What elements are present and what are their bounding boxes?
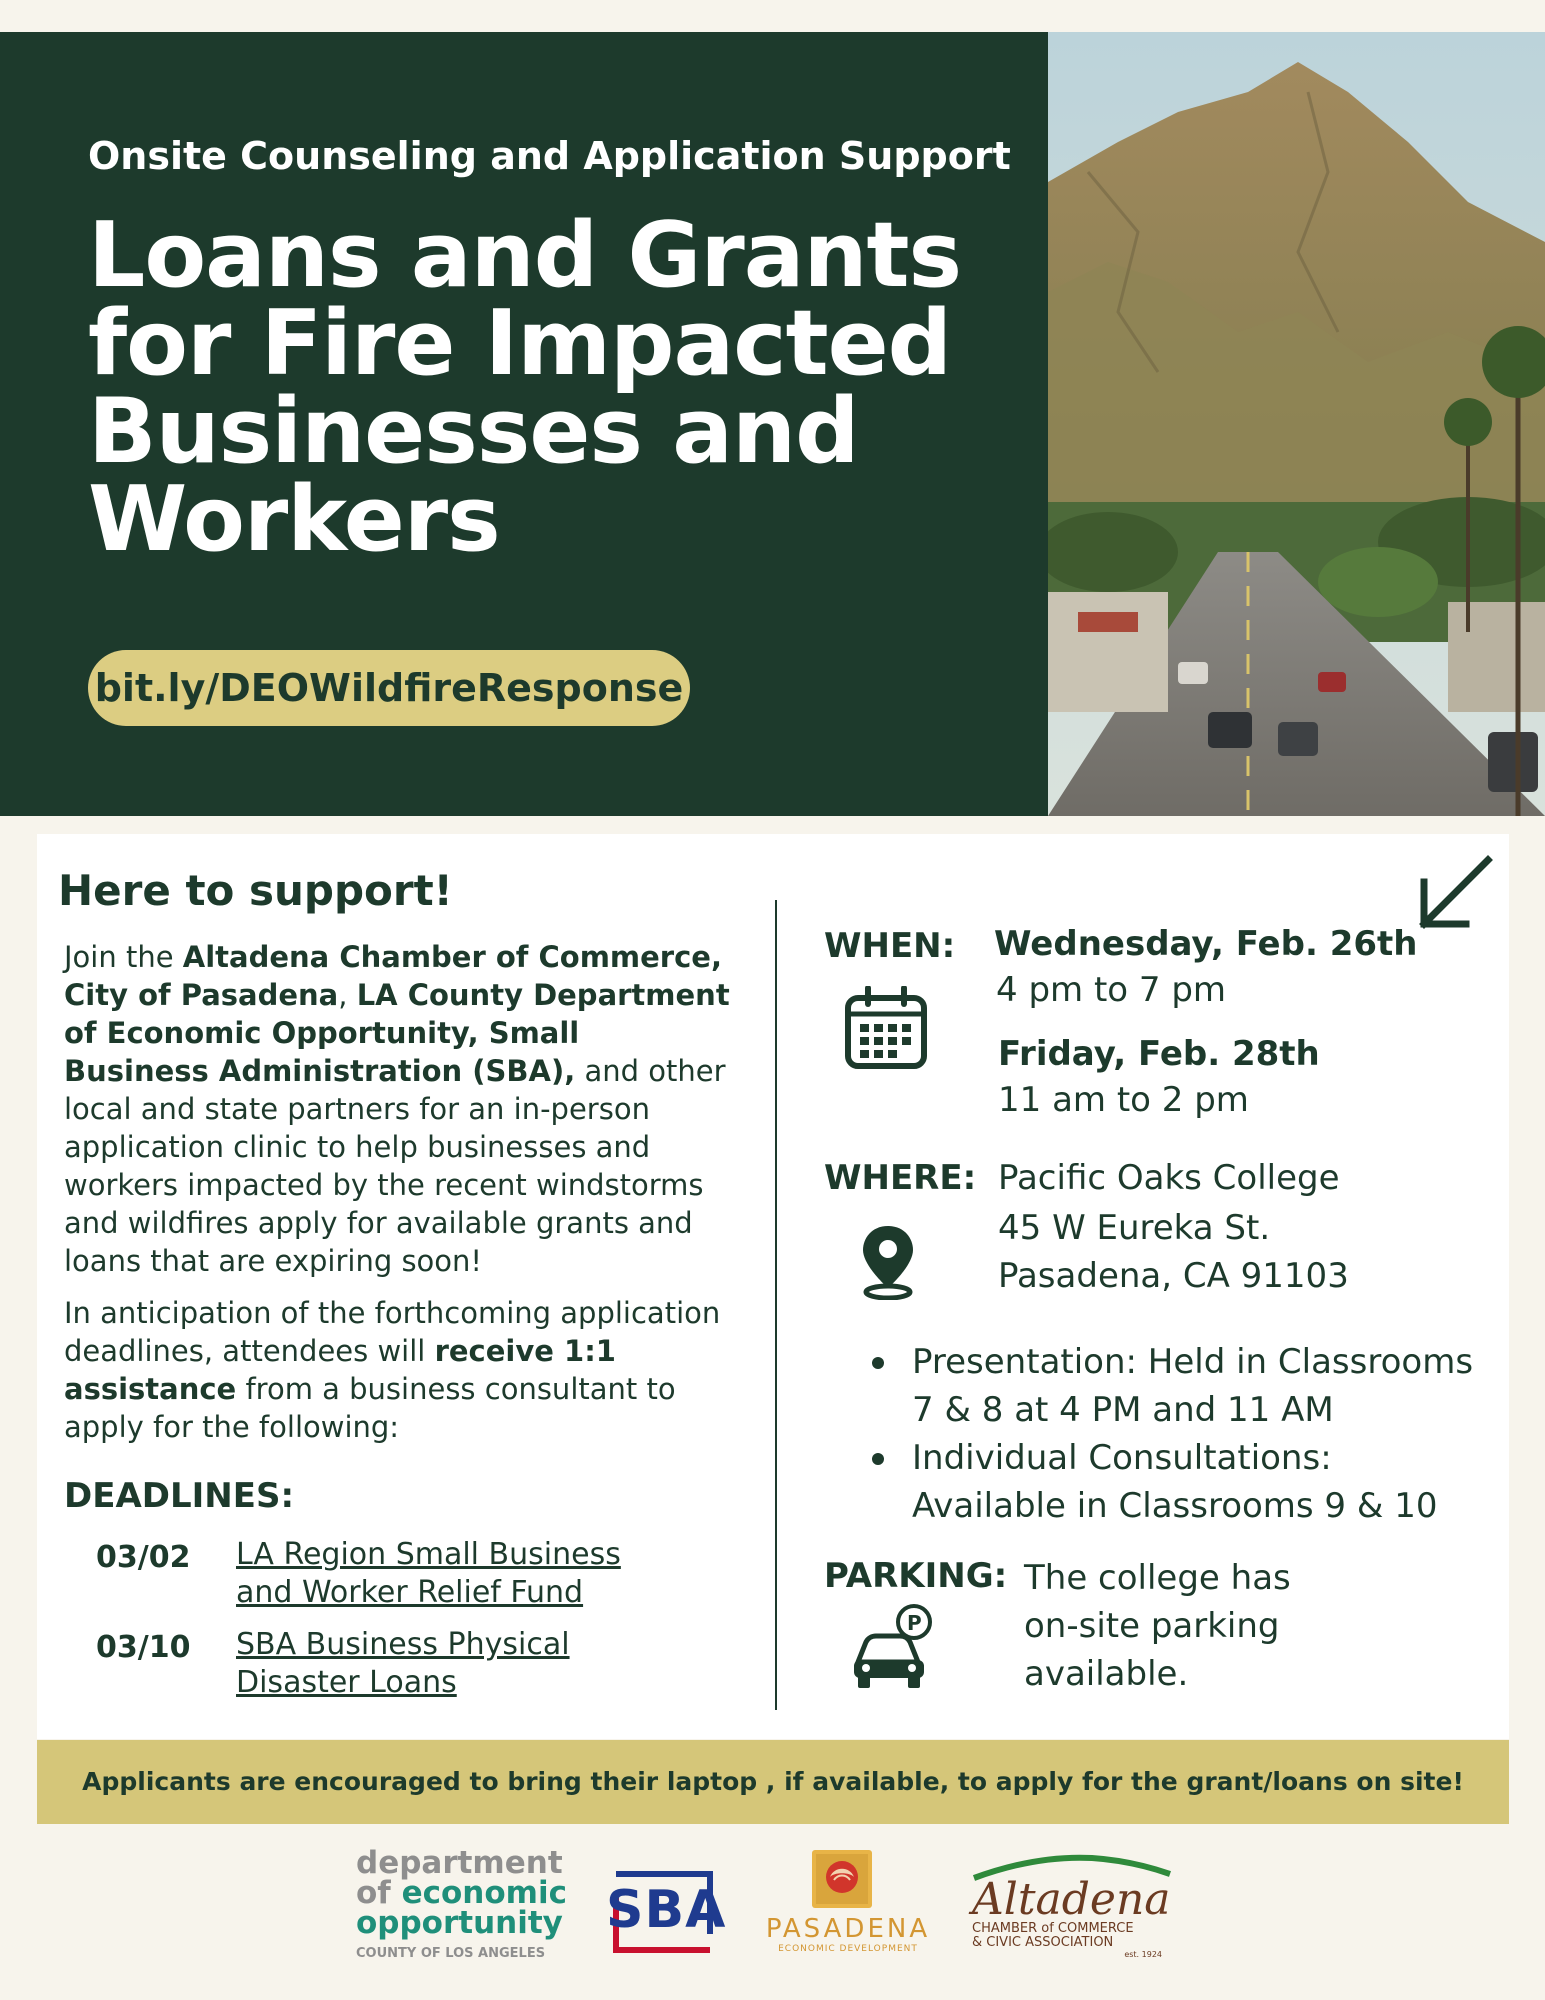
list-item: Presentation: Held in Classrooms 7 & 8 at 4 PM and 11 AM — [868, 1338, 1488, 1434]
arrow-down-left-icon — [1412, 852, 1496, 940]
intro-text — [64, 938, 734, 1460]
intro-paragraph-1: Join the Altadena Chamber of Commerce, City of Pasadena, LA County Department of Economic Opportunity, Small Business Administration (SBA), and other local and state partners for an in-person application clinic to help businesses and workers impacted by the recent windstorms and wildfires apply for available grants and loans that are expiring soon! — [64, 940, 730, 1278]
deo-line-1: department — [356, 1845, 563, 1881]
parking-text: The college has on-site parking available. — [1024, 1558, 1291, 1694]
deo-line-3: opportunity — [356, 1905, 563, 1941]
deo-line-2: of economic — [356, 1875, 567, 1911]
hero-eyebrow: Onsite Counseling and Application Support — [88, 134, 1011, 178]
venue-city: Pasadena, CA 91103 — [998, 1256, 1349, 1296]
event-time-2: 11 am to 2 pm — [998, 1080, 1249, 1120]
svg-text:P: P — [907, 1611, 922, 1635]
rose-icon — [812, 1850, 872, 1908]
car-parking-icon — [848, 1600, 938, 1694]
deadline-link[interactable]: SBA Business Physical Disaster Loans — [236, 1627, 570, 1700]
where-label: WHERE: — [824, 1158, 977, 1198]
event-time-1: 4 pm to 7 pm — [996, 970, 1227, 1010]
altadena-logo — [972, 1852, 1172, 1959]
deadline-date: 03/02 — [96, 1540, 191, 1575]
deadline-date: 03/10 — [96, 1630, 191, 1665]
when-label: WHEN: — [824, 926, 956, 966]
event-day-1: Wednesday, Feb. 26th — [994, 924, 1418, 964]
mountain-street-photo — [1048, 32, 1545, 816]
altadena-subtitle-1: CHAMBER of COMMERCE — [972, 1921, 1134, 1936]
section-heading-support: Here to support! — [58, 866, 453, 915]
deo-subtitle: COUNTY OF LOS ANGELES — [356, 1946, 546, 1961]
column-divider — [775, 900, 777, 1710]
venue-street: 45 W Eureka St. — [998, 1208, 1271, 1248]
parking-label: PARKING: — [824, 1556, 1008, 1596]
sba-text: SBA — [606, 1880, 727, 1940]
list-item: Individual Consultations: Available in Classrooms 9 & 10 — [868, 1434, 1488, 1530]
banner-text: Applicants are encouraged to bring their laptop , if available, to apply for the grant/loans on site! — [82, 1767, 1464, 1796]
deadline-link[interactable]: LA Region Small Business and Worker Relief Fund — [236, 1537, 621, 1610]
deadlines-heading: DEADLINES: — [64, 1476, 295, 1516]
altadena-est: est. 1924 — [1124, 1950, 1162, 1959]
sba-logo — [604, 1864, 727, 1960]
event-day-2: Friday, Feb. 28th — [998, 1034, 1320, 1074]
calendar-icon — [842, 986, 930, 1076]
url-link[interactable]: bit.ly/DEOWildfireResponse — [88, 650, 690, 726]
venue-name: Pacific Oaks College — [998, 1158, 1340, 1198]
intro-paragraph-2: In anticipation of the forthcoming application deadlines, attendees will receive 1:1 assistance from a business consultant to apply for the following: — [64, 1296, 721, 1444]
altadena-name: Altadena — [972, 1874, 1171, 1925]
location-pin-icon — [858, 1222, 918, 1304]
deo-logo — [356, 1845, 576, 1961]
page-title: Loans and Grants for Fire Impacted Businesses and Workers — [88, 203, 962, 572]
session-details-list — [868, 1338, 1488, 1530]
laptop-banner — [37, 1740, 1509, 1824]
pasadena-subtitle: ECONOMIC DEVELOPMENT — [778, 1944, 918, 1954]
pasadena-name: PASADENA — [765, 1914, 931, 1944]
altadena-subtitle-2: & CIVIC ASSOCIATION — [972, 1935, 1114, 1950]
